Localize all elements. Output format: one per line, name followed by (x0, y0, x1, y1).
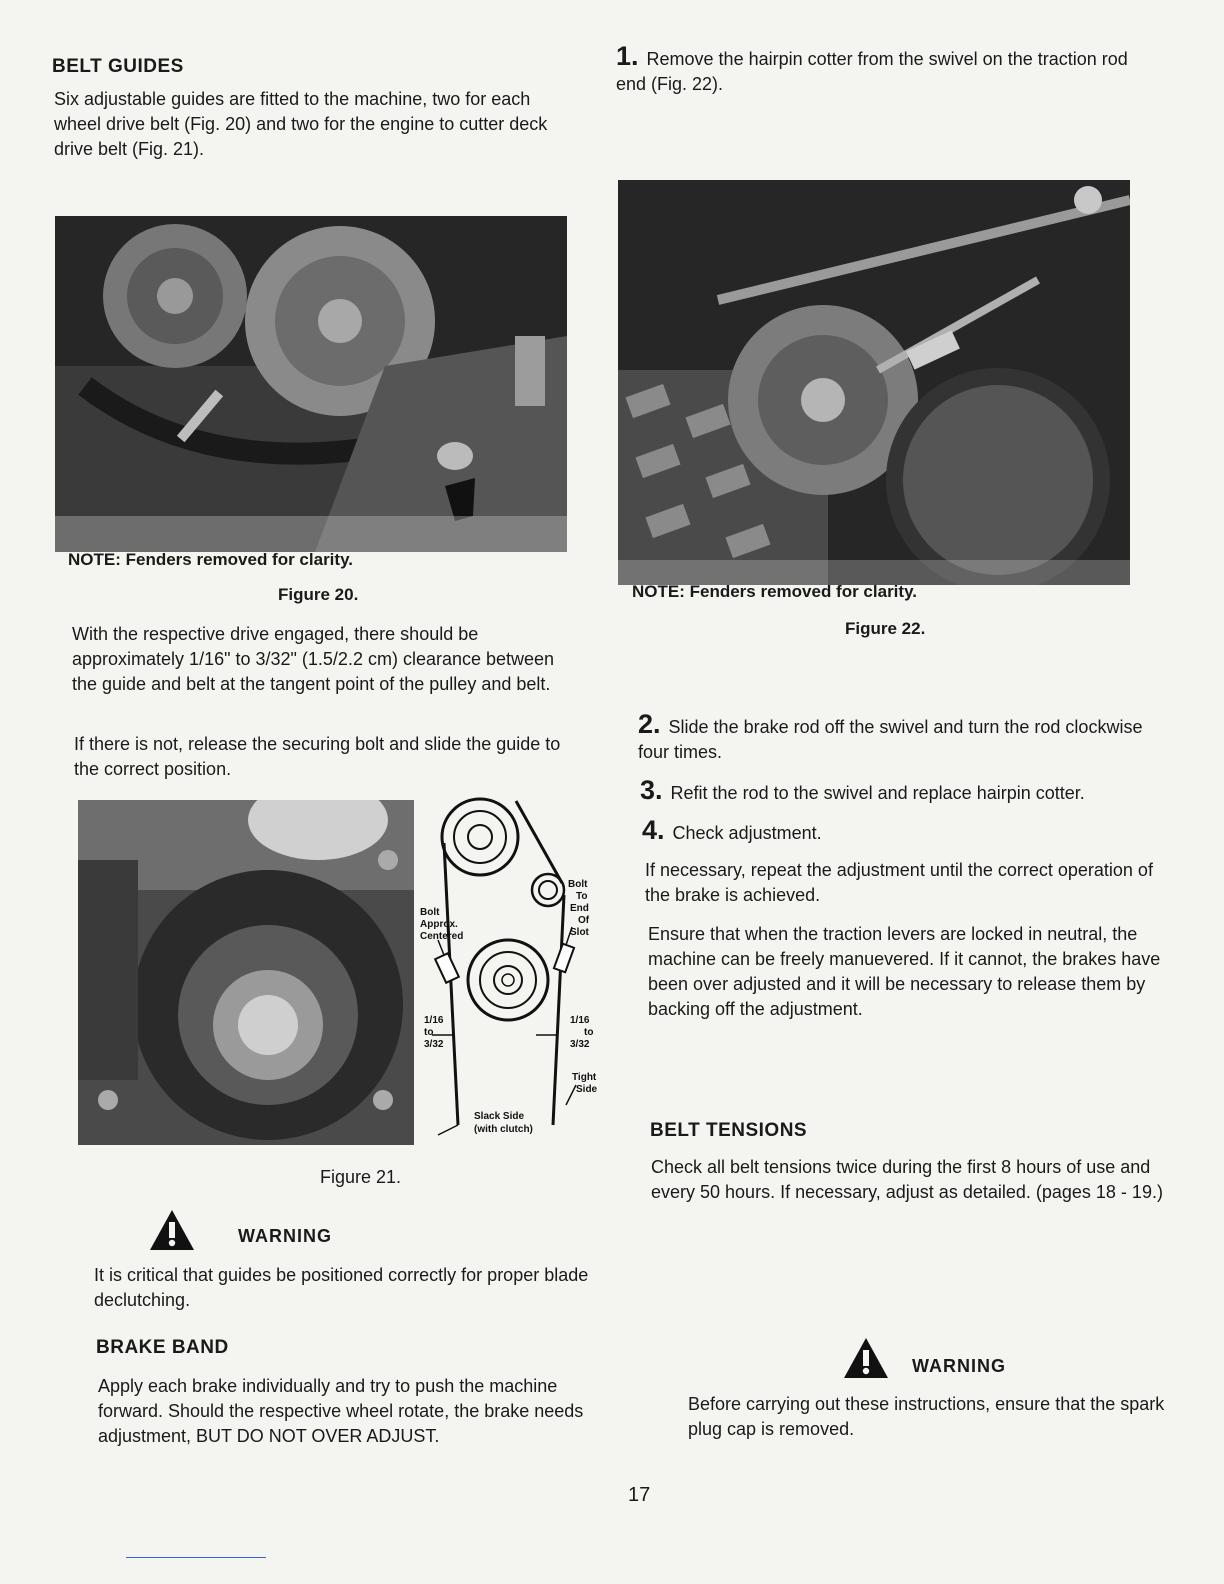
label-bolt-approx-3: Centered (420, 931, 464, 942)
step-4-text: Check adjustment. (672, 823, 822, 843)
figure-20-caption: Figure 20. (278, 585, 359, 604)
repeat-adjustment-paragraph: If necessary, repeat the adjustment until the correct operation of the brake is achieved. (645, 860, 1153, 905)
step-1 (616, 41, 1136, 97)
left-warning-header (148, 1208, 332, 1252)
figure-22-note: NOTE: Fenders removed for clarity. (632, 582, 917, 601)
label-bolt-end-2: To (576, 891, 588, 902)
label-slack-1: Slack Side (474, 1111, 525, 1122)
label-tight-2: Side (576, 1084, 598, 1095)
step-4 (642, 815, 1162, 846)
label-left-gap-2: to (424, 1027, 434, 1038)
left-warning-text: It is critical that guides be positioned correctly for proper blade declutching. (94, 1265, 589, 1310)
label-right-gap-3: 3/32 (570, 1039, 590, 1050)
warning-triangle-icon (148, 1208, 196, 1252)
label-right-gap-2: to (584, 1027, 594, 1038)
step-1-number: 1. (616, 41, 639, 71)
step-3 (640, 775, 1160, 806)
figure-20-note: NOTE: Fenders removed for clarity. (68, 550, 353, 569)
left-warning-title: WARNING (238, 1225, 332, 1246)
step-3-number: 3. (640, 775, 663, 805)
figure-22-photo (618, 180, 1130, 585)
warning-triangle-icon (842, 1336, 890, 1380)
figure-22-caption: Figure 22. (845, 619, 926, 638)
top-pulley (442, 799, 518, 875)
figure-21-photo (78, 800, 414, 1145)
right-warning-text: Before carrying out these instructions, ensure that the spark plug cap is removed. (688, 1394, 1165, 1439)
neutral-check-paragraph: Ensure that when the traction levers are locked in neutral, the machine can be freely manuevered. If it cannot, the brakes have been over adjusted and it will be necessary to release them by backing off the adjustment. (648, 924, 1161, 1019)
step-2-number: 2. (638, 709, 661, 739)
lower-pulley (468, 940, 548, 1020)
clearance-paragraph: With the respective drive engaged, there should be approximately 1/16" to 3/32" (1.5/2.2 cm) clearance between the guide and belt at the tangent point of the pulley and belt. (72, 624, 555, 694)
brake-band-text: Apply each brake individually and try to push the machine forward. Should the respective wheel rotate, the brake needs adjustment, BUT DO NOT OVER ADJUST. (98, 1376, 584, 1446)
belt-tensions-heading: BELT TENSIONS (650, 1120, 808, 1141)
step-3-text: Refit the rod to the swivel and replace hairpin cotter. (670, 783, 1085, 803)
label-tight-1: Tight (572, 1072, 597, 1083)
step-4-number: 4. (642, 815, 665, 845)
step-2-text: Slide the brake rod off the swivel and turn the rod clockwise four times. (638, 717, 1143, 762)
belt-guides-heading: BELT GUIDES (52, 56, 184, 77)
right-warning-header (842, 1336, 1006, 1380)
page-number: 17 (628, 1484, 651, 1506)
step-1-text: Remove the hairpin cotter from the swivel on the traction rod end (Fig. 22). (616, 49, 1128, 94)
figure-20-photo (55, 216, 567, 552)
belt-guides-intro: Six adjustable guides are fitted to the machine, two for each wheel drive belt (Fig. 20) and two for the engine to cutter deck drive belt (Fig. 21). (54, 89, 548, 159)
footer-rule (126, 1557, 266, 1558)
brake-band-heading: BRAKE BAND (96, 1337, 229, 1358)
figure-21-caption: Figure 21. (320, 1167, 402, 1187)
reposition-paragraph: If there is not, release the securing bolt and slide the guide to the correct position. (74, 734, 561, 779)
label-bolt-approx-2: Approx. (420, 919, 458, 930)
label-bolt-end-5: Slot (570, 927, 589, 938)
label-right-gap-1: 1/16 (570, 1015, 590, 1026)
right-warning-title: WARNING (912, 1355, 1006, 1376)
label-left-gap-3: 3/32 (424, 1039, 444, 1050)
label-bolt-end-4: Of (578, 915, 590, 926)
label-left-gap-1: 1/16 (424, 1015, 444, 1026)
label-bolt-end-1: Bolt (568, 879, 588, 890)
label-slack-2: (with clutch) (474, 1124, 533, 1135)
belt-tensions-text: Check all belt tensions twice during the first 8 hours of use and every 50 hours. If necessary, adjust as detailed. (pages 18 - 19.) (651, 1157, 1163, 1202)
figure-21-belt-diagram (418, 795, 608, 1145)
step-2 (638, 709, 1158, 765)
label-bolt-approx-1: Bolt (420, 907, 440, 918)
label-bolt-end-3: End (570, 903, 589, 914)
